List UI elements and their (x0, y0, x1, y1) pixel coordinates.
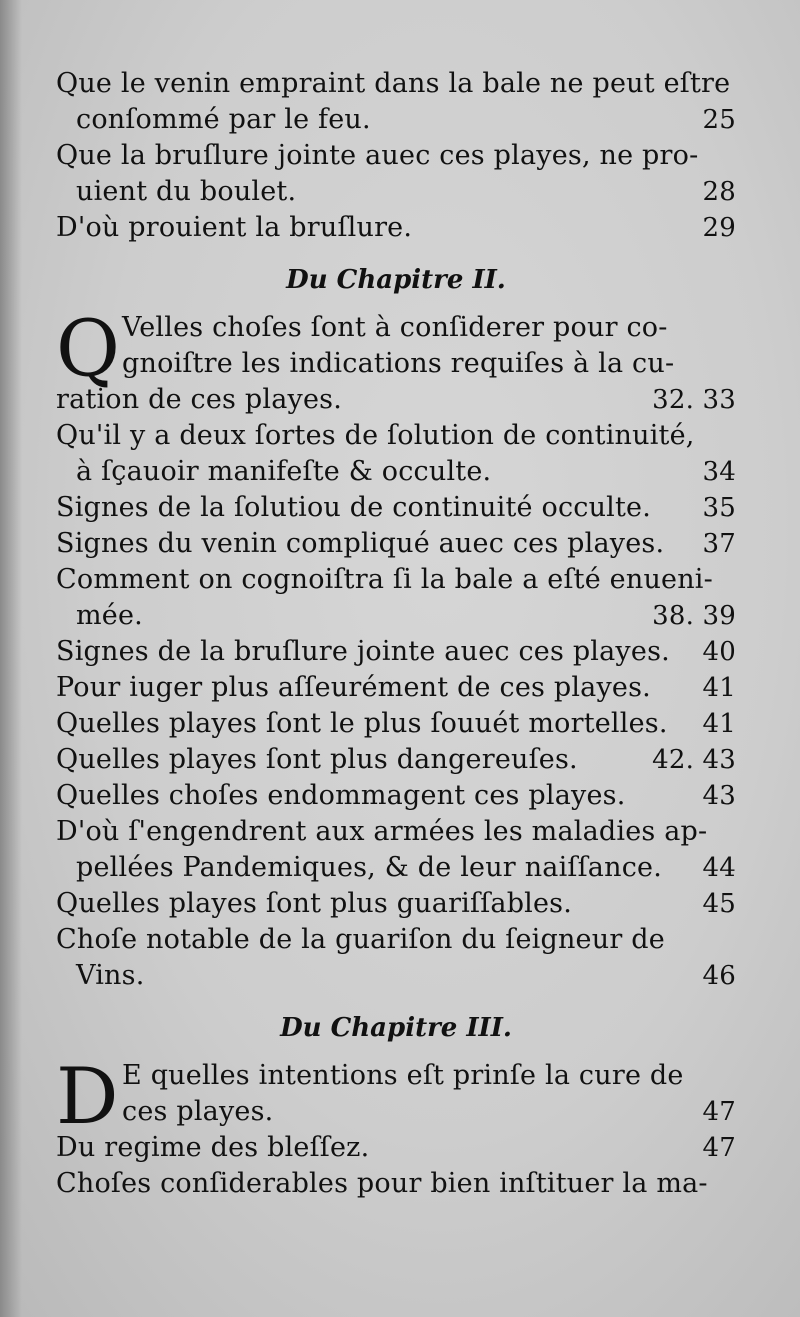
toc-entry (56, 418, 736, 490)
entry-line: uient du boulet. (76, 176, 297, 207)
page-number: 41 (702, 673, 736, 703)
toc-entry (56, 922, 736, 994)
entry-line: D'où prouient la bruſlure. (56, 212, 413, 243)
page-number: 37 (702, 529, 736, 559)
page-number: 44 (702, 853, 736, 883)
entry-line: ration de ces playes. (56, 384, 342, 415)
page-number: 29 (702, 213, 736, 243)
toc-entry (56, 814, 736, 886)
toc-entry (56, 138, 736, 210)
entry-line: Quelles playes ſont plus guariſſables. (56, 888, 573, 919)
toc-entry (56, 66, 736, 138)
toc-entry (56, 210, 736, 246)
page-number: 46 (702, 961, 736, 991)
chapter-heading: Du Chapitre III. (280, 1013, 512, 1043)
entry-line: Signes de la bruſlure jointe auec ces playes. (56, 636, 670, 667)
entry-line: Pour iuger plus aſſeurément de ces playes. (56, 672, 651, 703)
drop-cap-letter: Q (56, 304, 121, 394)
entry-line: Quelles choſes endommagent ces playes. (56, 780, 626, 811)
entry-line: gnoiſtre les indications requiſes à la cu- (122, 348, 675, 379)
toc-entry (56, 742, 736, 778)
page-number: 35 (702, 493, 736, 523)
toc-entry (56, 778, 736, 814)
toc-entry (56, 1166, 736, 1202)
drop-cap-letter: D (56, 1052, 119, 1142)
page-edge-shadow (0, 0, 22, 1317)
entry-line: Qu'il y a deux ſortes de ſolution de continuité, (56, 420, 695, 451)
page-number: 28 (702, 177, 736, 207)
toc-entry-dropcap (56, 1052, 736, 1142)
toc-entry (56, 634, 736, 670)
entry-line: Choſes conſiderables pour bien inſtituer la ma- (56, 1168, 708, 1199)
toc-entry (56, 490, 736, 526)
entry-line: D'où ſ'engendrent aux armées les maladies ap- (56, 816, 708, 847)
page-number: 34 (702, 457, 736, 487)
toc-entry (56, 706, 736, 742)
page-number: 38. 39 (652, 601, 736, 631)
page-number: 45 (702, 889, 736, 919)
page-number: 25 (702, 105, 736, 135)
page-number: 41 (702, 709, 736, 739)
toc-entry-dropcap (56, 304, 736, 418)
page-number: 42. 43 (652, 745, 736, 775)
page-number: 47 (702, 1097, 736, 1127)
page-number: 32. 33 (652, 385, 736, 415)
toc-entry (56, 526, 736, 562)
entry-line: pellées Pandemiques, & de leur naiſſance. (76, 852, 662, 883)
chapter-heading: Du Chapitre II. (286, 265, 506, 295)
entry-line: Comment on cognoiſtra ſi la bale a eſté enueni- (56, 564, 713, 595)
toc-entry (56, 562, 736, 634)
entry-line: Signes du venin compliqué auec ces playes. (56, 528, 665, 559)
table-of-contents (56, 66, 736, 1202)
entry-line: Velles choſes ſont à conſiderer pour co- (122, 312, 668, 343)
toc-entry (56, 1130, 736, 1166)
entry-line: mée. (76, 600, 143, 631)
entry-line: Que le venin empraint dans la bale ne peut eſtre (56, 68, 731, 99)
page-number: 43 (702, 781, 736, 811)
page-number: 40 (702, 637, 736, 667)
entry-line: Quelles playes ſont le plus ſouuét mortelles. (56, 708, 668, 739)
toc-entry (56, 886, 736, 922)
entry-line: E quelles intentions eſt prinſe la cure de (122, 1060, 684, 1091)
entry-line: Du regime des bleſſez. (56, 1132, 370, 1163)
page-number: 47 (702, 1133, 736, 1163)
entry-line: Vins. (76, 960, 145, 991)
entry-line: Quelles playes ſont plus dangereuſes. (56, 744, 578, 775)
entry-line: conſommé par le feu. (76, 104, 371, 135)
entry-line: Signes de la ſolutiou de continuité occulte. (56, 492, 652, 523)
entry-line: ces playes. (122, 1096, 274, 1127)
entry-line: Que la bruſlure jointe auec ces playes, ne pro- (56, 140, 699, 171)
toc-entry (56, 670, 736, 706)
entry-line: Choſe notable de la guariſon du ſeigneur de (56, 924, 665, 955)
entry-line: à ſçauoir manifeſte & occulte. (76, 456, 492, 487)
